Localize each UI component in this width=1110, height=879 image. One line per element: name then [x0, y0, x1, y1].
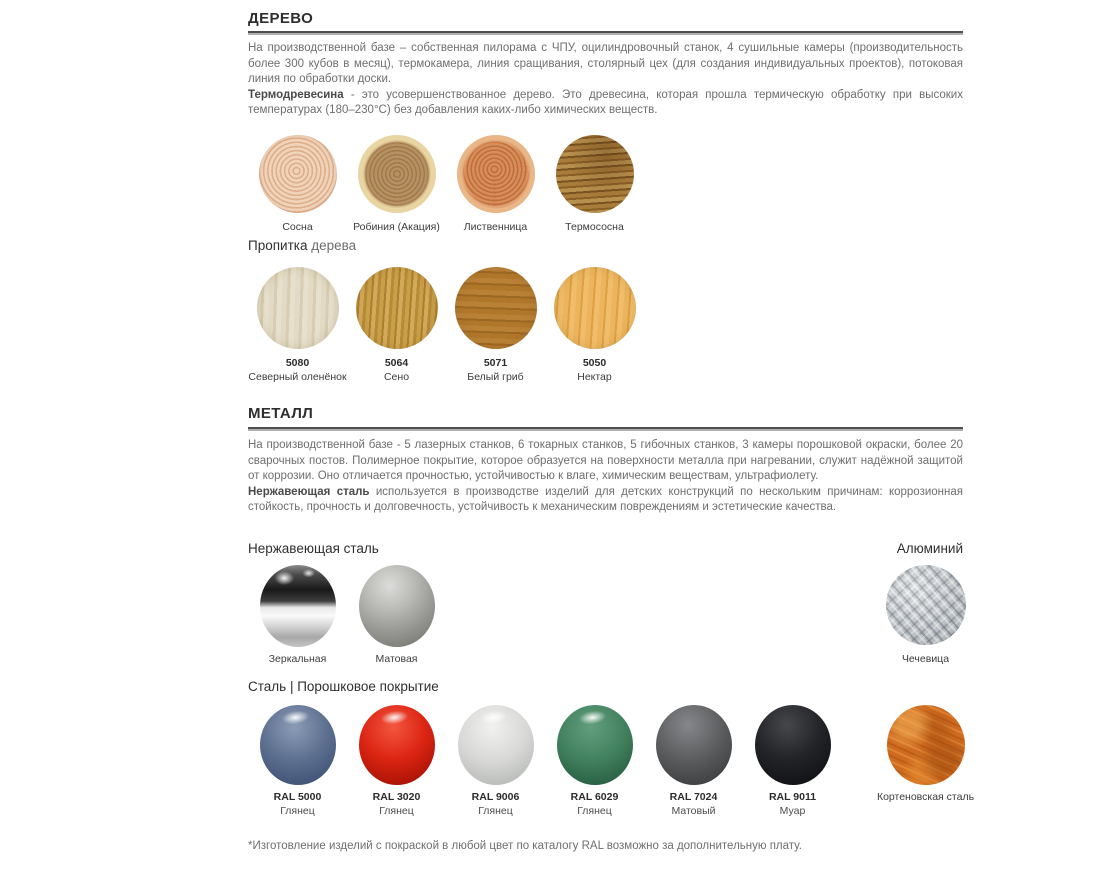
impregnation-5050 — [545, 267, 644, 384]
robinia-swatch-image — [358, 135, 436, 213]
thermowood-text: - это усовершенствованное дерево. Это древесина, которая прошла термическую обработку при высоких температурах (180–230°С) без добавления каких-либо химических веществ. — [248, 88, 963, 117]
swatch-label: Зеркальная — [268, 653, 327, 665]
metal-spheres-row — [248, 565, 963, 667]
powder-ral-7024 — [644, 705, 743, 818]
wood-species-row — [248, 135, 963, 235]
aluminum-lentil — [876, 565, 975, 667]
metal-subheadings-row — [248, 541, 963, 557]
swatch-code: RAL 9011 — [768, 791, 817, 803]
swatch-finish: Глянец — [478, 804, 513, 817]
ral-6029-swatch-image — [557, 705, 633, 785]
impregnation-5064 — [347, 267, 446, 384]
swatch-label — [577, 357, 612, 384]
powder-coating-row — [248, 705, 975, 818]
wood-intro-block — [248, 41, 963, 119]
swatch-label: Матовая — [375, 653, 418, 665]
swatch-code: 5071 — [483, 357, 508, 369]
stainless-mirror — [248, 565, 347, 667]
swatch-label: Термососна — [565, 221, 624, 233]
mirror-steel-swatch-image — [260, 565, 336, 647]
swatch-5064-image — [356, 267, 438, 349]
stainless-term: Нержавеющая сталь — [248, 485, 370, 498]
swatch-label: Сосна — [282, 221, 313, 233]
thermowood-term: Термодревесина — [248, 88, 344, 101]
swatch-code: RAL 6029 — [570, 791, 619, 803]
stainless-text: используется в производстве изделий для детских конструкций по нескольким причинам: коррозионная стойкость, прочность и долговечность, устойчивость к механическим повреждениям и эстетические качества. — [248, 485, 963, 514]
swatch-5080-image — [257, 267, 339, 349]
ral-9006-swatch-image — [458, 705, 534, 785]
swatch-label — [248, 357, 346, 384]
swatch-label: Робиния (Акация) — [353, 221, 440, 233]
swatch-label — [274, 791, 322, 818]
ral-footnote: *Изготовление изделий с покраской в любой цвет по каталогу RAL возможно за дополнительную плату. — [248, 840, 802, 852]
aluminum-plate-swatch-image — [886, 565, 966, 645]
swatch-finish: Глянец — [379, 804, 414, 817]
impregnation-heading-sub: дерева — [307, 238, 357, 253]
metal-section-divider — [248, 427, 963, 431]
powder-ral-5000 — [248, 705, 347, 818]
powder-coating-heading: Сталь | Порошковое покрытие — [248, 679, 439, 694]
swatch-label — [467, 357, 523, 384]
impregnation-row — [248, 267, 963, 384]
swatch-finish: Муар — [779, 804, 806, 817]
thermowood-paragraph — [248, 88, 963, 119]
swatch-label — [472, 791, 520, 818]
stainless-paragraph — [248, 485, 963, 516]
ral-9011-swatch-image — [755, 705, 831, 785]
swatch-name: Северный оленёнок — [248, 370, 347, 383]
powder-ral-9006 — [446, 705, 545, 818]
swatch-label — [670, 791, 718, 818]
swatch-name: Белый гриб — [467, 370, 524, 383]
impregnation-5071 — [446, 267, 545, 384]
corten-steel-swatch-image — [887, 705, 965, 785]
pine-swatch-image — [259, 135, 337, 213]
powder-corten — [876, 705, 975, 818]
wood-section-title: ДЕРЕВО — [248, 10, 314, 27]
swatch-finish: Глянец — [577, 804, 612, 817]
powder-ral-3020 — [347, 705, 446, 818]
swatch-label — [384, 357, 409, 384]
stainless-heading: Нержавеющая сталь — [248, 541, 379, 556]
swatch-finish: Матовый — [671, 804, 716, 817]
swatch-label: Чечевица — [901, 653, 950, 665]
metal-intro-block — [248, 438, 963, 516]
powder-ral-9011 — [743, 705, 842, 818]
wood-species-larch — [446, 135, 545, 235]
ral-7024-swatch-image — [656, 705, 732, 785]
powder-ral-6029 — [545, 705, 644, 818]
swatch-code: RAL 7024 — [669, 791, 718, 803]
swatch-finish: Глянец — [280, 804, 315, 817]
swatch-5071-image — [455, 267, 537, 349]
wood-species-thermopine — [545, 135, 644, 235]
swatch-label — [571, 791, 619, 818]
swatch-code: 5050 — [582, 357, 607, 369]
matte-steel-swatch-image — [359, 565, 435, 647]
wood-species-pine — [248, 135, 347, 235]
larch-swatch-image — [457, 135, 535, 213]
swatch-label: Кортеновская сталь — [876, 791, 975, 803]
stainless-matte — [347, 565, 446, 667]
swatch-label — [769, 791, 816, 818]
swatch-label: Лиственница — [463, 221, 528, 233]
swatch-code: RAL 5000 — [273, 791, 322, 803]
thermopine-swatch-image — [556, 135, 634, 213]
swatch-code: 5080 — [285, 357, 310, 369]
aluminum-heading: Алюминий — [896, 541, 963, 556]
swatch-code: RAL 3020 — [372, 791, 421, 803]
swatch-code: 5064 — [384, 357, 409, 369]
impregnation-heading-main: Пропитка — [248, 238, 308, 253]
impregnation-heading — [248, 238, 963, 254]
swatch-name: Нектар — [577, 370, 612, 383]
content-area — [248, 0, 975, 879]
wood-intro-paragraph: На производственной базе – собственная пилорама с ЧПУ, оцилиндровочный станок, 4 сушильные камеры (производительность более 300 кубов в месяц), термокамера, линия сращивания, столярный цех (для создания индивидуальных проектов), потоковая линия по обработки доски. — [248, 42, 963, 86]
metal-intro-paragraph: На производственной базе - 5 лазерных станков, 6 токарных станков, 5 гибочных станков, 3 камеры порошковой окраски, более 20 сварочных постов. Полимерное покрытие, которое образуется на поверхности металла при нагревании, служит надёжной защитой от коррозии. Оно отличается прочностью, устойчивостью к влаге, химическим веществам, ультрафиолету. — [248, 439, 963, 483]
swatch-code: RAL 9006 — [471, 791, 520, 803]
ral-5000-swatch-image — [260, 705, 336, 785]
swatch-5050-image — [554, 267, 636, 349]
wood-species-robinia — [347, 135, 446, 235]
wood-section-divider — [248, 31, 963, 35]
ral-3020-swatch-image — [359, 705, 435, 785]
swatch-name: Сено — [383, 370, 410, 383]
impregnation-5080 — [248, 267, 347, 384]
metal-section-title: МЕТАЛЛ — [248, 405, 314, 422]
swatch-label — [373, 791, 421, 818]
